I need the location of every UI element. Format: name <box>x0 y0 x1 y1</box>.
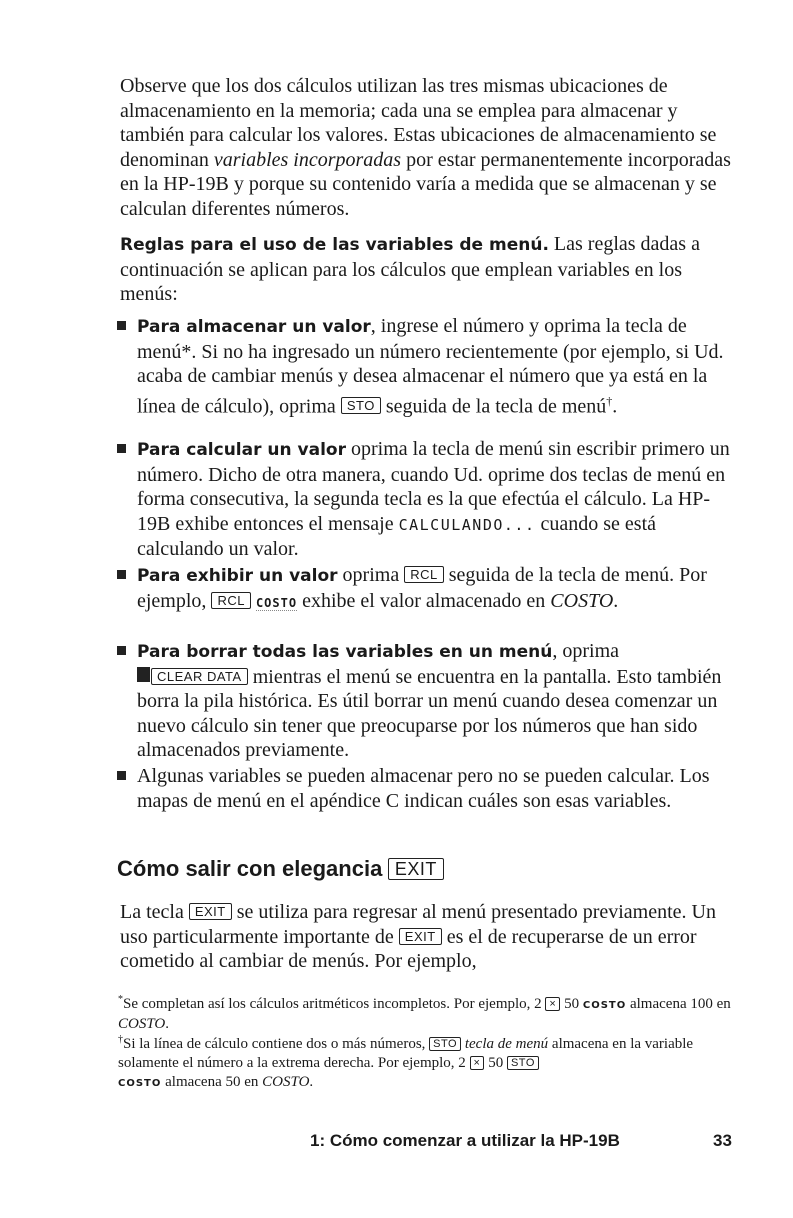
footnote-text: 50 <box>484 1055 507 1071</box>
bullet-text: oprima <box>337 564 405 586</box>
exit-text: es el de recuperarse de un error cometido al cambiar de menús. Por ejemplo, <box>120 925 697 972</box>
sto-key: STO <box>341 397 381 414</box>
bullet-text: . <box>612 395 618 418</box>
footnote-text: almacena en la variable solamente el número a la extrema derecha. Por ejemplo, 2 <box>118 1036 694 1071</box>
bullet-store-value <box>137 314 740 419</box>
intro-text-before: Observe que los dos cálculos utilizan las tres mismas ubicaciones de almacenamiento en la memoria; cada una se emplea para almacenar y también para calcular los valores. Estas ubicaciones de almacenamiento se denominan <box>120 75 717 171</box>
bullet-keyword: Para almacenar un valor <box>137 317 371 337</box>
section-title: Cómo salir con elegancia <box>117 856 383 881</box>
bullet-text: , oprima <box>552 640 620 662</box>
intro-italic-term: variables incorporadas <box>213 148 402 171</box>
costo-menu-key: COSTO <box>582 1000 627 1011</box>
bullet-display-value <box>137 563 740 615</box>
chapter-footer: 1: Cómo comenzar a utilizar la HP-19B <box>310 1131 620 1150</box>
footnote-mark: * <box>118 994 123 1005</box>
bullet-marker <box>117 771 126 780</box>
bullet-marker <box>117 321 126 330</box>
bullet-text: , ingrese el número y oprima la tecla de menú*. Si no ha ingresado un número recientemente (por ejemplo, si Ud. acaba de cambiar menús y desea almacenar el número que ya está en la línea de cálculo), oprima <box>137 315 724 418</box>
rcl-key: RCL <box>211 592 251 609</box>
bullet-text: . <box>613 589 619 612</box>
intro-paragraph <box>120 74 740 221</box>
footnote-text: Si la línea de cálculo contiene dos o más números, <box>123 1036 430 1052</box>
bullet-variables-note <box>137 764 740 813</box>
shift-key-icon <box>137 667 150 682</box>
italic-costo: COSTO <box>118 1016 166 1032</box>
sto-key: STO <box>507 1056 539 1070</box>
footnote-mark: † <box>118 1034 123 1045</box>
page-number: 33 <box>713 1131 732 1150</box>
display-message: CALCULANDO... <box>398 515 536 534</box>
bullet-calculate-value <box>137 437 740 562</box>
exit-key: EXIT <box>388 858 444 880</box>
intro-text-after: por estar permanentemente incorporadas en la HP-19B y porque su contenido varía a medida que se almacenan y se calculan diferentes números. <box>120 148 731 220</box>
bullet-text: seguida de la tecla de menú <box>380 395 607 418</box>
multiply-key: × <box>545 997 560 1011</box>
bullet-marker <box>117 646 126 655</box>
rules-heading: Reglas para el uso de las variables de menú. <box>120 235 549 255</box>
exit-key: EXIT <box>189 903 232 920</box>
bullet-text: seguida de la tecla de menú. Por ejemplo, <box>137 564 707 612</box>
italic-costo: COSTO <box>550 589 614 612</box>
footnote-text: almacena 100 en <box>626 996 731 1012</box>
footnote-2 <box>118 1030 740 1093</box>
bullet-text: cuando se está calculando un valor. <box>137 512 657 560</box>
footnote-text: Se completan así los cálculos aritméticos incompletos. Por ejemplo, 2 <box>123 996 546 1012</box>
italic-costo: COSTO <box>262 1074 310 1090</box>
clear-data-key: CLEAR DATA <box>151 668 248 685</box>
footnote-text: 50 <box>560 996 583 1012</box>
dagger-mark: † <box>606 393 613 408</box>
bullet-clear-variables <box>137 639 740 763</box>
rcl-key: RCL <box>404 566 444 583</box>
section-heading <box>117 856 444 882</box>
bullet-text: mientras el menú se encuentra en la pantalla. Esto también borra la pila histórica. Es útil borrar un menú cuando desea comenzar un nuevo cálculo sin tener que preocuparse por los números que han sido almacenados previamente. <box>137 665 722 761</box>
footnote-1 <box>118 990 740 1034</box>
bullet-marker <box>117 570 126 579</box>
sto-key: STO <box>429 1037 461 1051</box>
exit-key: EXIT <box>399 928 442 945</box>
bullet-marker <box>117 444 126 453</box>
rules-paragraph <box>120 232 740 307</box>
footnote-text: . <box>165 1016 169 1032</box>
rules-text: Las reglas dadas a continuación se aplican para los cálculos que emplean variables en los menús: <box>120 233 700 305</box>
bullet-keyword: Para exhibir un valor <box>137 566 338 586</box>
bullet-text: exhibe el valor almacenado en <box>297 589 551 612</box>
exit-text: La tecla <box>120 901 189 923</box>
italic-menu-key: tecla de menú <box>461 1036 549 1052</box>
multiply-key: × <box>470 1056 485 1070</box>
bullet-keyword: Para calcular un valor <box>137 440 346 460</box>
bullet-text: oprima la tecla de menú sin escribir primero un número. Dicho de otra manera, cuando Ud. oprime dos teclas de menú en forma consecutiva, la segunda tecla es la que efectúa el cálculo. La HP-19B exhibe entonces el mensaje <box>137 438 730 535</box>
costo-menu-key: COSTO <box>255 595 298 610</box>
bullet-keyword: Para borrar todas las variables en un menú <box>137 642 553 662</box>
costo-menu-key: COSTO <box>118 1078 162 1089</box>
exit-paragraph <box>120 900 740 974</box>
exit-text: se utiliza para regresar al menú presentado previamente. Un uso particularmente importante de <box>120 901 716 948</box>
footnote-text: . <box>309 1074 314 1090</box>
bullet-text: Algunas variables se pueden almacenar pero no se pueden calcular. Los mapas de menú en el apéndice C indican cuáles son esas variables. <box>137 765 710 812</box>
footnote-text: almacena 50 en <box>161 1074 263 1090</box>
